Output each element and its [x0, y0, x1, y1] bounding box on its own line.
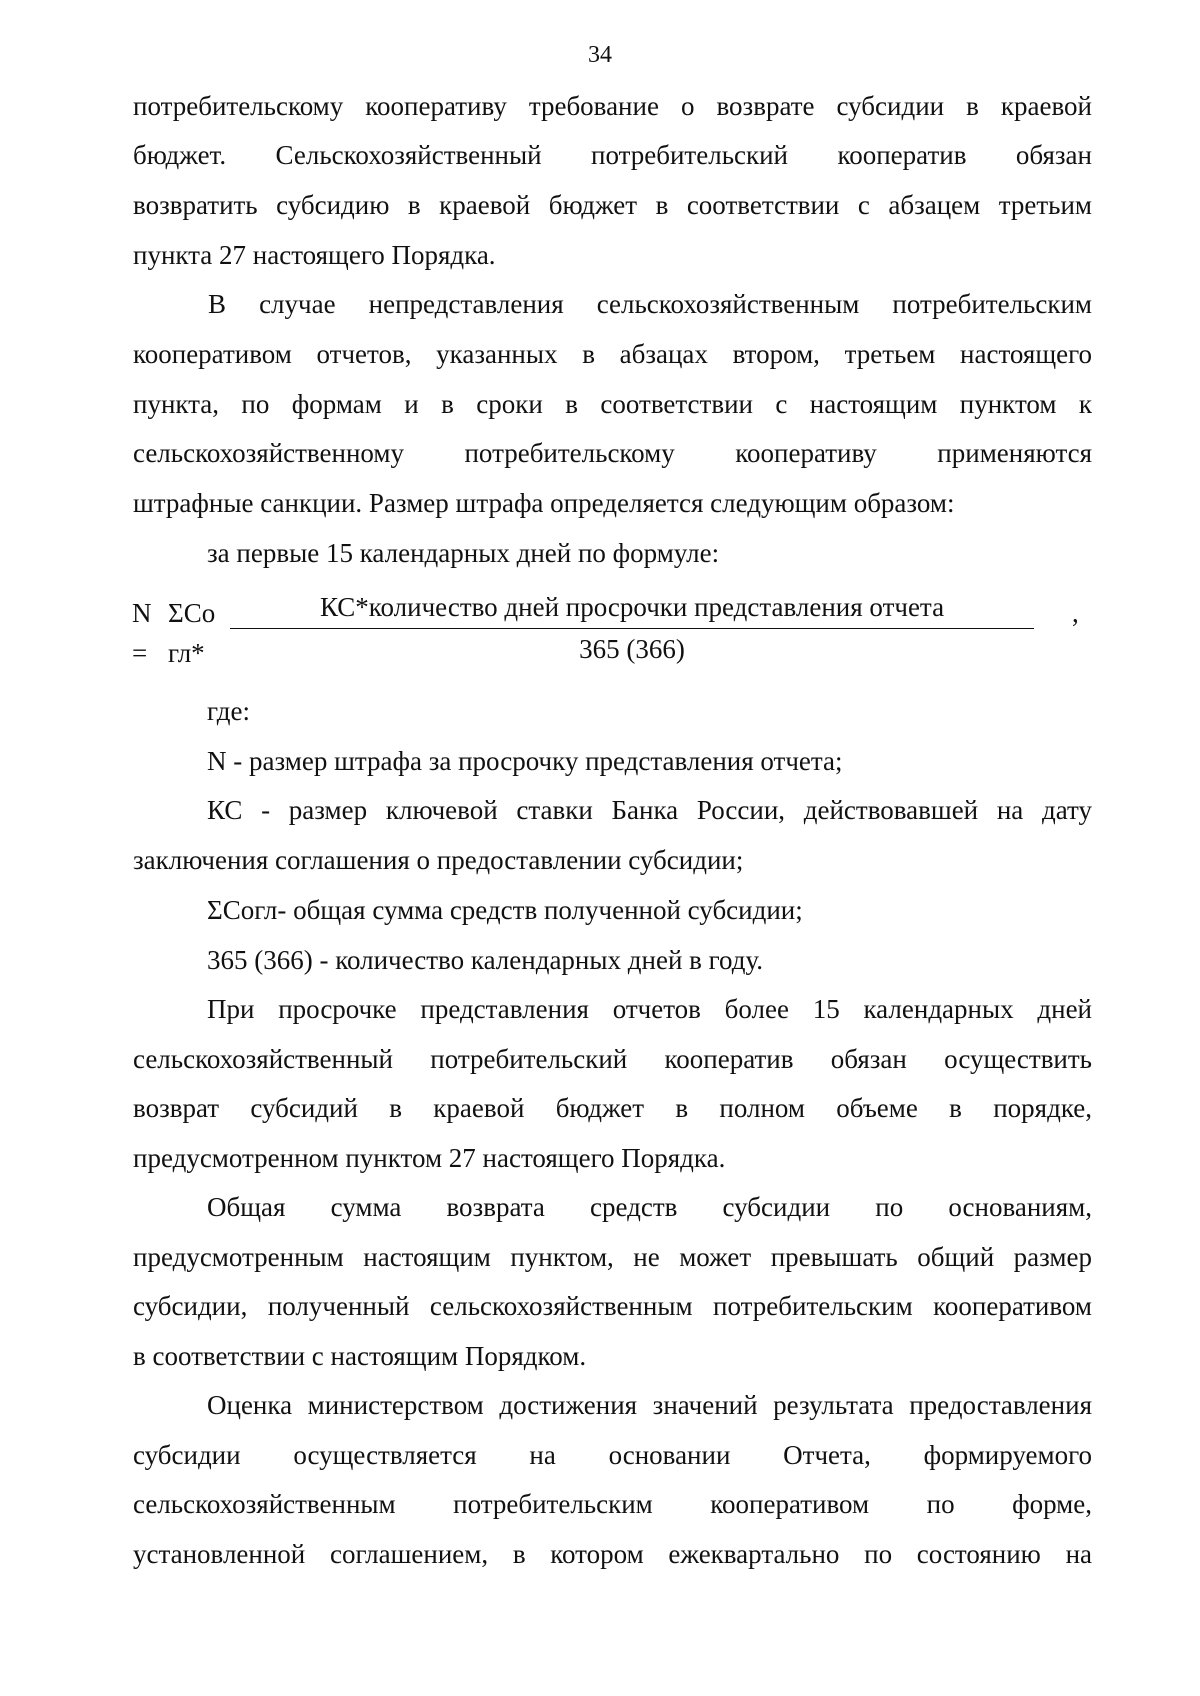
- text-line: сельскохозяйственному потребительскому кооперативу применяются: [133, 438, 1092, 468]
- formula-trailing-comma: ,: [1072, 598, 1079, 628]
- text-line: возвратить субсидию в краевой бюджет в соответствии с абзацем третьим: [133, 190, 1092, 220]
- text-line: пункта, по формам и в сроки в соответствии с настоящим пунктом к: [133, 389, 1092, 419]
- text-line: ΣСогл- общая сумма средств полученной субсидии;: [207, 895, 803, 925]
- page-number: 34: [588, 42, 612, 68]
- text-line: Общая сумма возврата средств субсидии по основаниям,: [207, 1192, 1092, 1222]
- formula-denominator: 365 (366): [579, 634, 685, 664]
- text-line: штрафные санкции. Размер штрафа определяется следующим образом:: [133, 488, 955, 518]
- text-line: 365 (366) - количество календарных дней в году.: [207, 945, 764, 975]
- formula-sum-top: ΣСо: [168, 598, 216, 628]
- text-line: бюджет. Сельскохозяйственный потребительский кооператив обязан: [133, 140, 1092, 170]
- text-line: возврат субсидий в краевой бюджет в полном объеме в порядке,: [133, 1093, 1092, 1123]
- text-line: кооперативом отчетов, указанных в абзацах втором, третьем настоящего: [133, 339, 1092, 369]
- text-line: В случае непредставления сельскохозяйственным потребительским: [208, 289, 1092, 319]
- text-line: Оценка министерством достижения значений результата предоставления: [207, 1390, 1092, 1420]
- penalty-formula: [132, 592, 1092, 686]
- text-line: за первые 15 календарных дней по формуле:: [207, 538, 720, 568]
- text-line: пункта 27 настоящего Порядка.: [133, 240, 496, 270]
- text-line: субсидии, полученный сельскохозяйственным потребительским кооперативом: [133, 1291, 1092, 1321]
- formula-equals: =: [132, 638, 148, 668]
- formula-lhs-n: N: [132, 598, 152, 628]
- text-line: При просрочке представления отчетов более 15 календарных дней: [207, 994, 1092, 1024]
- text-line: где:: [207, 696, 250, 726]
- fraction-bar: [230, 628, 1034, 629]
- text-line: сельскохозяйственным потребительским кооперативом по форме,: [133, 1489, 1092, 1519]
- text-line: N - размер штрафа за просрочку представления отчета;: [207, 746, 843, 776]
- text-line: заключения соглашения о предоставлении субсидии;: [133, 845, 744, 875]
- text-line: субсидии осуществляется на основании Отчета, формируемого: [133, 1440, 1092, 1470]
- text-line: установленной соглашением, в котором ежеквартально по состоянию на: [133, 1539, 1092, 1569]
- text-line: предусмотренным настоящим пунктом, не может превышать общий размер: [133, 1242, 1092, 1272]
- text-line: в соответствии с настоящим Порядком.: [133, 1341, 587, 1371]
- text-line: предусмотренном пунктом 27 настоящего Порядка.: [133, 1143, 726, 1173]
- text-line: сельскохозяйственный потребительский кооператив обязан осуществить: [133, 1044, 1092, 1074]
- text-line: КС - размер ключевой ставки Банка России, действовавшей на дату: [207, 795, 1092, 825]
- text-line: потребительскому кооперативу требование о возврате субсидии в краевой: [133, 91, 1092, 121]
- formula-numerator: КС*количество дней просрочки представления отчета: [319, 592, 945, 622]
- formula-sum-bottom: гл*: [168, 638, 205, 668]
